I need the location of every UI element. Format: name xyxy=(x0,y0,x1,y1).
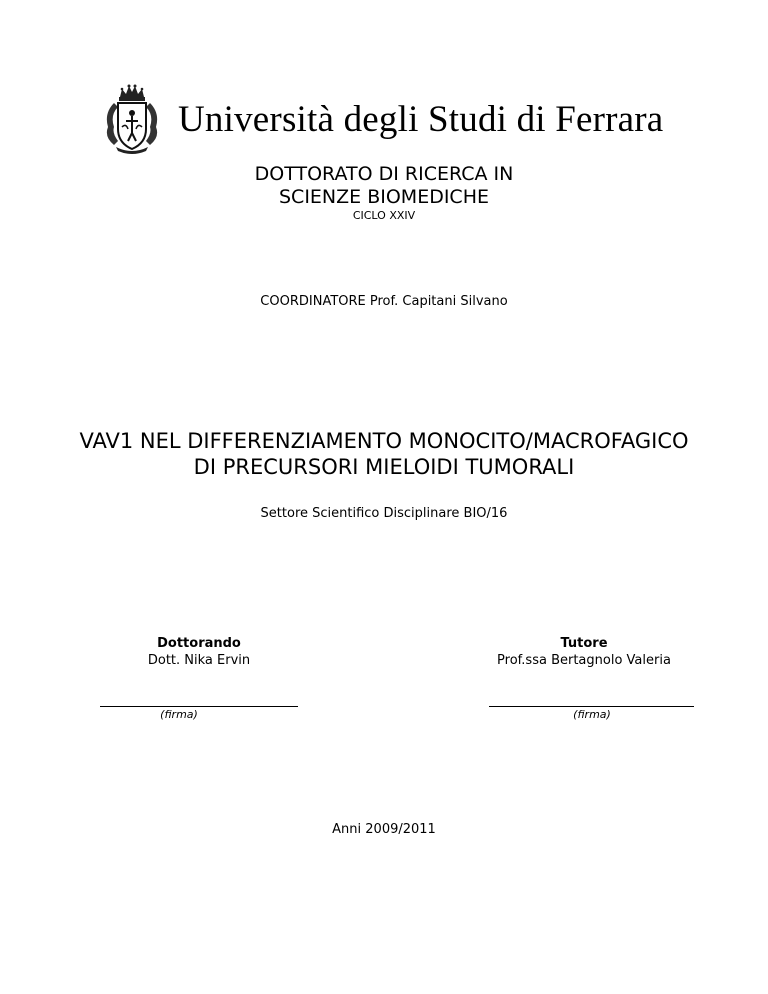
candidate-signature-caption: (firma) xyxy=(160,708,198,721)
tutor-block xyxy=(474,636,694,669)
tutor-signature-caption: (firma) xyxy=(573,708,611,721)
university-coat-of-arms-logo xyxy=(100,83,164,155)
scientific-sector: Settore Scientifico Disciplinare BIO/16 xyxy=(260,506,508,521)
candidate-signature-line xyxy=(100,706,298,707)
program-line-1: DOTTORATO DI RICERCA IN xyxy=(254,163,514,185)
candidate-role: Dottorando xyxy=(157,636,241,651)
thesis-title-line-1: VAV1 NEL DIFFERENZIAMENTO MONOCITO/MACROFAGICO xyxy=(79,429,689,453)
academic-years: Anni 2009/2011 xyxy=(332,822,436,837)
candidate-name: Dott. Nika Ervin xyxy=(147,653,251,668)
header xyxy=(100,78,663,160)
program-line-2: SCIENZE BIOMEDICHE xyxy=(279,186,489,208)
coordinator: COORDINATORE Prof. Capitani Silvano xyxy=(260,294,508,309)
candidate-block xyxy=(89,636,309,669)
university-name: Università degli Studi di Ferrara xyxy=(178,98,664,140)
tutor-name: Prof.ssa Bertagnolo Valeria xyxy=(497,653,671,668)
thesis-title-line-2: DI PRECURSORI MIELOIDI TUMORALI xyxy=(193,455,575,479)
program-cycle: CICLO XXIV xyxy=(352,209,416,222)
tutor-role: Tutore xyxy=(560,636,608,651)
tutor-signature-line xyxy=(489,706,694,707)
